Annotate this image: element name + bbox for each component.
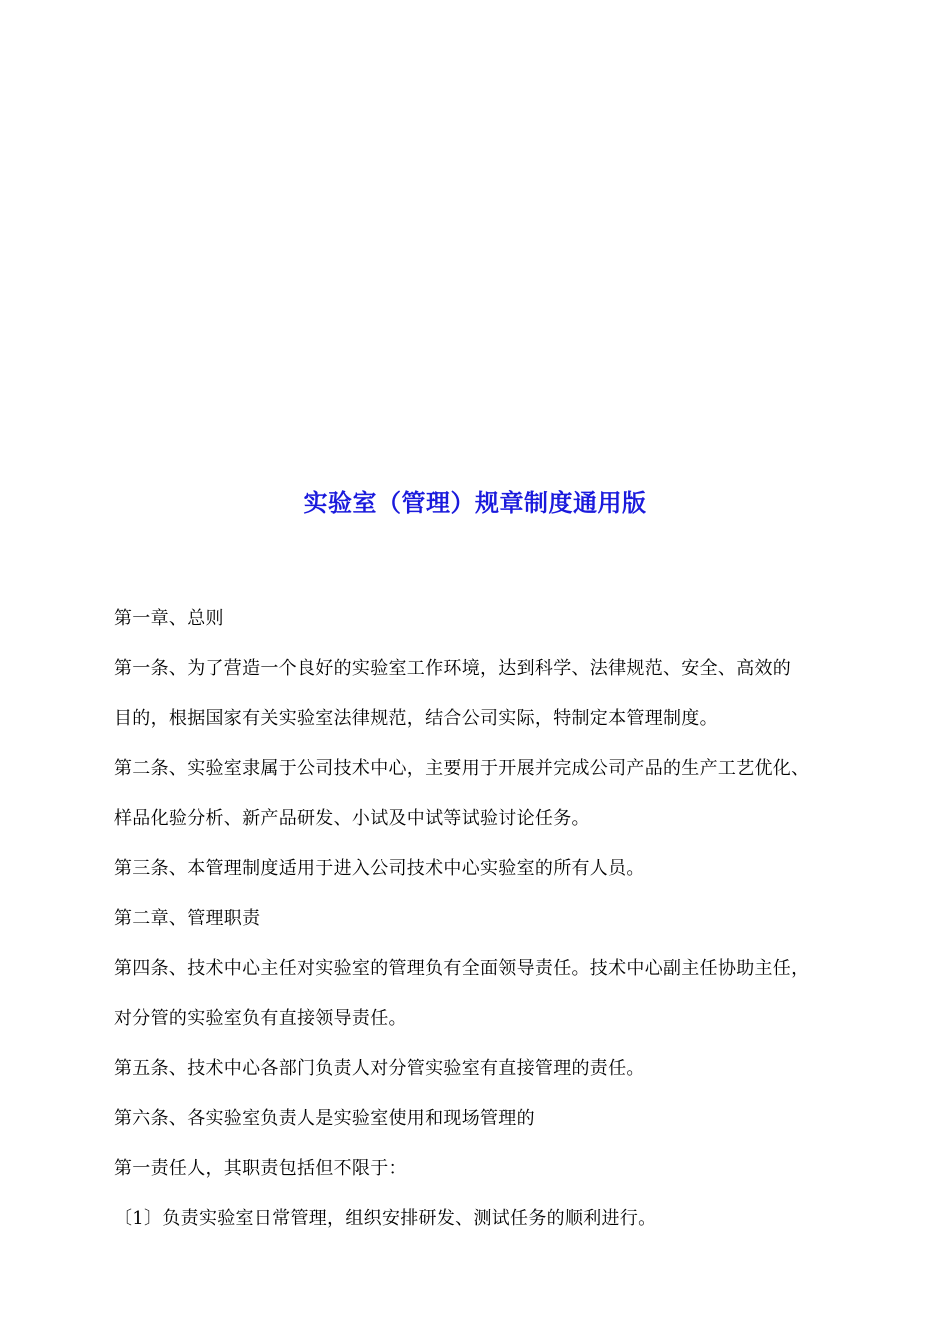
paragraph-line: 第四条、技术中心主任对实验室的管理负有全面领导责任。技术中心副主任协助主任， [114, 958, 810, 979]
paragraph-line: 第二条、实验室隶属于公司技术中心，主要用于开展并完成公司产品的生产工艺优化、 [114, 758, 810, 779]
paragraph-line: 对分管的实验室负有直接领导责任。 [114, 1008, 407, 1029]
paragraph-line: 目的，根据国家有关实验室法律规范，结合公司实际，特制定本管理制度。 [114, 708, 718, 729]
chapter-heading: 第二章、管理职责 [114, 908, 261, 929]
paragraph-line: 第五条、技术中心各部门负责人对分管实验室有直接管理的责任。 [114, 1058, 645, 1079]
paragraph-line: 第一责任人，其职责包括但不限于： [114, 1158, 407, 1179]
list-item: 〔1〕负责实验室日常管理，组织安排研发、测试任务的顺利进行。 [114, 1208, 657, 1229]
paragraph-line: 第六条、各实验室负责人是实验室使用和现场管理的 [114, 1108, 535, 1129]
chapter-heading: 第一章、总则 [114, 608, 224, 629]
paragraph-line: 样品化验分析、新产品研发、小试及中试等试验讨论任务。 [114, 808, 590, 829]
paragraph-line: 第一条、为了营造一个良好的实验室工作环境，达到科学、法律规范、安全、高效的 [114, 658, 792, 679]
paragraph-line: 第三条、本管理制度适用于进入公司技术中心实验室的所有人员。 [114, 858, 645, 879]
document-title: 实验室（管理）规章制度通用版 [303, 488, 647, 517]
